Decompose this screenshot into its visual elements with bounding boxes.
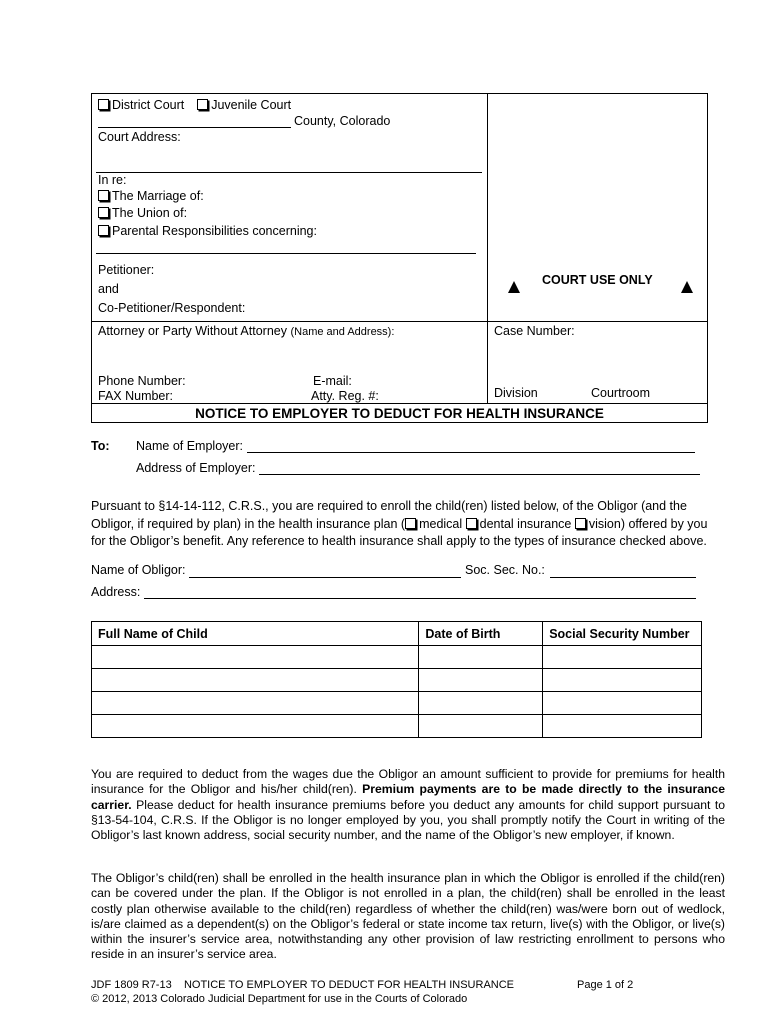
table-header-row: [92, 622, 702, 646]
employer-address-field[interactable]: [259, 474, 700, 475]
form-title: NOTICE TO EMPLOYER TO DEDUCT FOR HEALTH INSURANCE: [91, 403, 708, 423]
obligor-address-field[interactable]: [144, 598, 696, 599]
up-arrow-icon: [681, 281, 693, 293]
deduction-paragraph: You are required to deduct from the wages due the Obligor an amount sufficient to provide for premiums for health insurance for the Obligor and his/her child(ren). Premium payments are to be made directly to the insurance carrier. Please deduct for health insurance premiums before you deduct any amounts for child support pursuant to §13-54-104, C.R.S. If the Obligor is no longer employed by you, you shall promptly notify the Court in writing of the Obligor’s last known address, social security number, and the name of the Obligor’s new employer, if known.: [91, 767, 725, 843]
court-address-line: [96, 172, 482, 173]
parental-label: Parental Responsibilities concerning:: [112, 224, 317, 238]
footer-copyright: © 2012, 2013 Colorado Judicial Department for use in the Courts of Colorado: [91, 993, 468, 1005]
employer-address-label: Address of Employer:: [136, 461, 256, 475]
employer-name-field[interactable]: [247, 452, 695, 453]
court-type: [98, 98, 291, 112]
division-label: Division: [494, 386, 538, 400]
court-use-only: COURT USE ONLY: [542, 273, 653, 287]
obligor-address-label: Address:: [91, 585, 141, 599]
child-dob-cell[interactable]: [419, 669, 543, 692]
email-label: E-mail:: [313, 374, 352, 388]
and-label: and: [98, 282, 119, 296]
child-name-cell[interactable]: [92, 715, 419, 738]
children-table: [91, 621, 702, 738]
juvenile-court-checkbox[interactable]: [197, 99, 208, 110]
obligor-name-field[interactable]: [189, 577, 461, 578]
footer-page: Page 1 of 2: [577, 979, 634, 991]
marriage-checkbox[interactable]: [98, 190, 109, 201]
caption-divider: [487, 93, 488, 403]
child-ssn-cell[interactable]: [543, 669, 702, 692]
full-name-header: Full Name of Child: [92, 622, 419, 646]
child-name-cell[interactable]: [92, 669, 419, 692]
obligor-ssn-label: Soc. Sec. No.:: [465, 563, 545, 577]
co-petitioner-label: Co-Petitioner/Respondent:: [98, 301, 246, 315]
atty-reg-label: Atty. Reg. #:: [311, 389, 379, 403]
parental-checkbox[interactable]: [98, 225, 109, 236]
obligor-ssn-field[interactable]: [550, 577, 696, 578]
obligor-name-label: Name of Obligor:: [91, 563, 186, 577]
vision-checkbox[interactable]: [575, 518, 586, 529]
footer-form: JDF 1809 R7-13 NOTICE TO EMPLOYER TO DEDUCT FOR HEALTH INSURANCE: [91, 979, 515, 991]
pursuant-line-2: Obligor, if required by plan) in the health insurance plan ( medical dental insurance vision) offered by you: [91, 517, 708, 531]
county-label: County, Colorado: [294, 114, 391, 128]
union-checkbox[interactable]: [98, 207, 109, 218]
medical-checkbox[interactable]: [405, 518, 416, 529]
table-row: [92, 646, 702, 669]
in-re-label: In re:: [98, 173, 127, 187]
child-name-cell[interactable]: [92, 646, 419, 669]
case-number-label: Case Number:: [494, 324, 575, 338]
county-field[interactable]: [98, 127, 291, 128]
marriage-option: [98, 189, 204, 203]
child-dob-cell[interactable]: [419, 715, 543, 738]
parental-option: [98, 224, 317, 238]
child-ssn-cell[interactable]: [543, 715, 702, 738]
up-arrow-icon: [508, 281, 520, 293]
to-label: To:: [91, 439, 110, 453]
table-row: [92, 715, 702, 738]
pursuant-line-3: for the Obligor’s benefit. Any reference to health insurance shall apply to the types of insurance checked above.: [91, 534, 707, 548]
child-ssn-cell[interactable]: [543, 692, 702, 715]
ssn-header: Social Security Number: [543, 622, 702, 646]
table-row: [92, 669, 702, 692]
dental-checkbox[interactable]: [466, 518, 477, 529]
pursuant-line-1: Pursuant to §14-14-112, C.R.S., you are required to enroll the child(ren) listed below, of the Obligor (and the: [91, 499, 687, 513]
attorney-label: Attorney or Party Without Attorney (Name and Address):: [98, 324, 395, 338]
district-court-label: District Court: [112, 98, 185, 112]
court-address-label: Court Address:: [98, 130, 181, 144]
district-court-checkbox[interactable]: [98, 99, 109, 110]
marriage-label: The Marriage of:: [112, 189, 204, 203]
enrollment-paragraph: The Obligor’s child(ren) shall be enrolled in the health insurance plan in which the Obligor is enrolled if the child(ren) can be covered under the plan. If the Obligor is not enrolled in a plan, the child(ren) shall be enrolled in the least costly plan otherwise available to the child(ren) regardless of whether the child(ren) was/were born out of wedlock, is/are claimed as a dependent(s) on the Obligor’s federal or state income tax return, live(s) with the Obligor, or live(s) within the insurer’s service area, notwithstanding any other provision of law restricting enrollment to persons who reside in an insurer’s service area.: [91, 871, 725, 962]
union-option: [98, 206, 187, 220]
phone-label: Phone Number:: [98, 374, 186, 388]
juvenile-court-label: Juvenile Court: [211, 98, 292, 112]
date-of-birth-header: Date of Birth: [419, 622, 543, 646]
union-label: The Union of:: [112, 206, 188, 220]
fax-label: FAX Number:: [98, 389, 174, 403]
child-ssn-cell[interactable]: [543, 646, 702, 669]
child-name-cell[interactable]: [92, 692, 419, 715]
child-dob-cell[interactable]: [419, 646, 543, 669]
table-row: [92, 692, 702, 715]
courtroom-label: Courtroom: [591, 386, 651, 400]
caption-row-divider: [91, 321, 708, 322]
child-dob-cell[interactable]: [419, 692, 543, 715]
employer-name-label: Name of Employer:: [136, 439, 243, 453]
in-re-line: [96, 253, 476, 254]
petitioner-label: Petitioner:: [98, 263, 155, 277]
